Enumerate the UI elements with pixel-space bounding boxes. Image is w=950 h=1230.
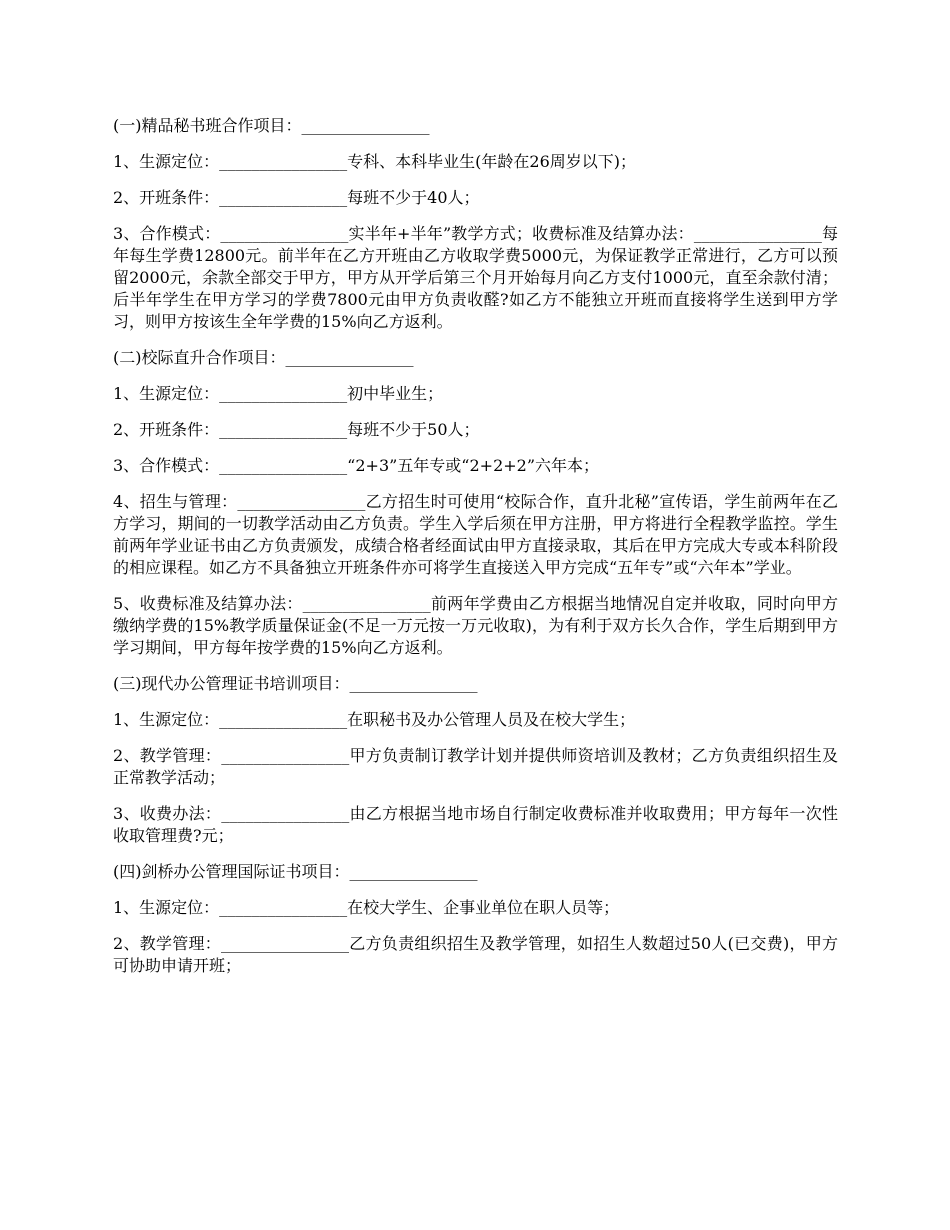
section-heading-4: (四)剑桥办公管理国际证书项目：________________ xyxy=(113,862,478,881)
paragraph: 1、生源定位：________________在职秘书及办公管理人员及在校大学生； xyxy=(113,710,636,729)
paragraph: 2、开班条件：________________每班不少于50人； xyxy=(113,420,480,439)
paragraph: 3、合作模式：________________“2+3”五年专或“2+2+2”六年本； xyxy=(113,456,600,475)
paragraph: 1、生源定位：________________初中毕业生； xyxy=(113,384,444,403)
paragraph: 2、开班条件：________________每班不少于40人； xyxy=(113,188,480,207)
section-heading-3: (三)现代办公管理证书培训项目：________________ xyxy=(113,674,478,693)
section-heading-1: (一)精品秘书班合作项目：________________ xyxy=(113,116,430,135)
paragraph: 1、生源定位：________________在校大学生、企事业单位在职人员等； xyxy=(113,898,620,917)
document-body xyxy=(113,115,838,991)
paragraph: 5、收费标准及结算办法：________________前两年学费由乙方根据当地情况自定并收取，同时向甲方缴纳学费的15%教学质量保证金(不足一万元按一万元收取)，为有利于双方长久合作，学生后期到甲方学习期间，甲方每年按学费的15%向乙方返利。 xyxy=(113,594,838,657)
paragraph: 2、教学管理：________________乙方负责组织招生及教学管理，如招生人数超过50人(已交费)，甲方可协助申请开班； xyxy=(113,934,838,975)
paragraph: 3、收费办法：________________由乙方根据当地市场自行制定收费标准并收取费用；甲方每年一次性收取管理费?元； xyxy=(113,804,838,845)
paragraph: 1、生源定位：________________专科、本科毕业生(年龄在26周岁以下)； xyxy=(113,152,637,171)
paragraph: 2、教学管理：________________甲方负责制订教学计划并提供师资培训及教材；乙方负责组织招生及正常教学活动； xyxy=(113,746,838,787)
section-heading-2: (二)校际直升合作项目：________________ xyxy=(113,348,414,367)
paragraph: 4、招生与管理：________________乙方招生时可使用“校际合作，直升北秘”宣传语，学生前两年在乙方学习，期间的一切教学活动由乙方负责。学生入学后须在甲方注册，甲方将进行全程教学监控。学生前两年学业证书由乙方负责颁发，成绩合格者经面试由甲方直接录取，其后在甲方完成大专或本科阶段的相应课程。如乙方不具备独立开班条件亦可将学生直接送入甲方完成“五年专”或“六年本”学业。 xyxy=(113,492,838,577)
paragraph: 3、合作模式：________________实半年+半年”教学方式；收费标准及结算办法：________________每年每生学费12800元。前半年在乙方开班由乙方收取学费5000元，为保证教学正常进行，乙方可以预留2000元，余款全部交于甲方，甲方从开学后第三个月开始每月向乙方支付1000元，直至余款付清；后半年学生在甲方学习的学费7800元由甲方负责收醛?如乙方不能独立开班而直接将学生送到甲方学习，则甲方按该生全年学费的15%向乙方返利。 xyxy=(113,224,838,331)
